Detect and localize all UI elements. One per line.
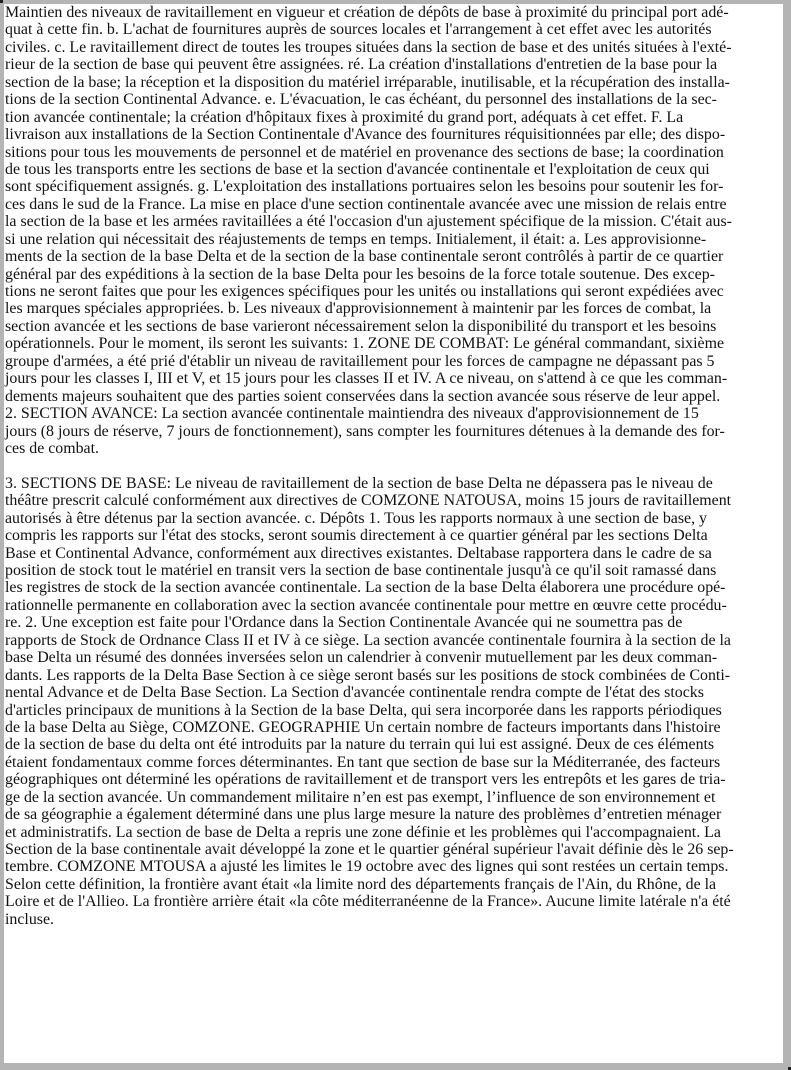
text-line: re. 2. Une exception est faite pour l'Ordance dans la Section Continentale Avancée qui ne soumettra pas de — [5, 614, 683, 632]
text-line: section de la base; la réception et la disposition du matériel irréparable, inutilisable, et la récupération des installa- — [5, 73, 730, 91]
text-line: Maintien des niveaux de ravitaillement en vigueur et création de dépôts de base à proximité du principal port adé- — [5, 4, 729, 21]
text-line: et administratifs. La section de base de Delta a repris une zone définie et les problèmes qui l'accompagnaient. La — [5, 823, 721, 841]
text-line: général par des expéditions à la section de la base Delta pour les besoins de la force totale soutenue. Des excep- — [5, 265, 715, 283]
document-body — [5, 4, 783, 928]
text-line: les registres de stock de la section avancée continentale. La section de la base Delta élaborera une procédure opé- — [5, 579, 726, 597]
text-line: tions ne seront faites que pour les exigences spécifiques pour les unités ou installations qui seront expédiées avec — [5, 283, 724, 300]
text-line: de la section de base du delta ont été introduits par la nature du terrain qui lui est assigné. Deux de ces éléments — [5, 736, 715, 754]
text-line: ces de combat. — [5, 439, 99, 457]
text-line: la section de la base et les armées ravitaillées a été l'occasion d'un ajustement spécifique de la mission. C'était aus- — [5, 213, 732, 231]
text-line: opérationnels. Pour le moment, ils seront les suivants: 1. ZONE DE COMBAT: Le général commandant, sixième — [5, 335, 725, 353]
text-line: jours pour les classes I, III et V, et 15 jours pour les classes II et IV. A ce niveau, on s'attend à ce que les comman- — [5, 370, 728, 388]
text-line: dants. Les rapports de la Delta Base Section à ce siège seront basés sur les positions de stock combinées de Conti- — [5, 666, 731, 684]
text-line: de la base Delta au Siège, COMZONE. GEOGRAPHIE Un certain nombre de facteurs importants dans l'histoire — [5, 718, 721, 736]
text-line: position de stock tout le matériel en transit vers la section de base continentale jusqu'à ce qu'il soit ramassé dans — [5, 562, 717, 579]
text-line: incluse. — [5, 910, 54, 928]
text-line: théâtre prescrit calculé conformément aux directives de COMZONE NATOUSA, moins 15 jours de ravitaillement — [5, 492, 732, 510]
text-line: dements majeurs souhaitent que des parties soient conservées dans la section avancée sous réserve de leur appel. — [5, 387, 721, 405]
text-line: civiles. c. Le ravitaillement direct de toutes les troupes situées dans la section de base et des unités situées à l'exté- — [5, 38, 732, 56]
text-line: 3. SECTIONS DE BASE: Le niveau de ravitaillement de la section de base Delta ne dépassera pas le niveau de — [5, 474, 713, 492]
text-line: compris les rapports sur l'état des stocks, seront soumis directement à ce quartier général par les sections Delta — [5, 527, 708, 545]
text-line: livraison aux installations de la Section Continentale d'Avance des fournitures réquisitionnées par elle; des dispo- — [5, 126, 726, 144]
text-line: groupe d'armées, a été prié d'établir un niveau de ravitaillement pour les forces de campagne ne dépassant pas 5 — [5, 352, 715, 370]
text-line: Base et Continental Advance, conformément aux directives existantes. Deltabase rapportera dans le cadre de sa — [5, 544, 712, 562]
text-line: quat à cette fin. b. L'achat de fournitures auprès de sources locales et l'arrangement à cet effet avec les autorités — [5, 21, 712, 39]
text-line: tembre. COMZONE MTOUSA a ajusté les limites le 19 octobre avec des lignes qui sont restées un certain temps. — [5, 858, 729, 876]
text-line: section avancée et les sections de base varieront nécessairement selon la disponibilité du transport et les besoins — [5, 317, 717, 335]
text-line: ces dans le sud de la France. La mise en place d'une section continentale avancée avec une mission de relais entre — [5, 195, 727, 213]
text-line: étaient fondamentaux comme forces déterminantes. En tant que section de base sur la Méditerranée, des facteurs — [5, 753, 721, 771]
text-line: base Delta un résumé des données inversées selon un calendrier à convenir mutuellement par les deux comman- — [5, 649, 718, 667]
text-line: ments de la section de la base Delta et de la section de la base continentale seront contrôlés à partir de ce quartier — [5, 248, 724, 266]
text-line: rieur de la section de base qui peuvent être assignées. ré. La création d'installations d'entretien de la base pour la — [5, 56, 718, 74]
text-line: Loire et de l'Allieo. La frontière arrière était «la côte méditerranéenne de la France». Aucune limite latérale n'a été — [5, 893, 731, 911]
text-line: d'articles principaux de munitions à la Section de la base Delta, qui sera incorporée dans les rapports périodiques — [5, 701, 722, 719]
text-line: autorisés à être détenus par la section avancée. c. Dépôts 1. Tous les rapports normaux à une section de base, y — [5, 509, 707, 527]
text-line: rapports de Stock de Ordnance Class II et IV à ce siège. La section avancée continentale fournira à la section de la — [5, 631, 731, 649]
text-line: de sa géographie a également déterminé dans une plus large mesure la nature des problèmes d’entretien ménager — [5, 806, 722, 824]
text-line: Section de la base continentale avait développé la zone et le quartier général supérieur l'avait définie dès le 26 sep- — [5, 841, 734, 858]
text-line: si une relation qui nécessitait des réajustements de temps en temps. Initialement, il était: a. Les approvisionne- — [5, 230, 707, 248]
paragraph-base-sections — [5, 475, 783, 928]
text-line: tions de la section Continental Advance. e. L'évacuation, le cas échéant, du personnel des installations de la sec- — [5, 91, 717, 109]
paragraph-spacer — [5, 457, 783, 474]
text-line: ge de la section avancée. Un commandement militaire n’en est pas exempt, l’influence de son environnement et — [5, 788, 716, 806]
text-line: les marques spéciales appropriées. b. Les niveaux d'approvisionnement à maintenir par les forces de combat, la — [5, 300, 712, 318]
text-line: nental Advance et de Delta Base Section. La Section d'avancée continentale rendra compte de l'état des stocks — [5, 684, 704, 702]
text-line: rationnelle permanente en collaboration avec la section avancée continentale pour mettre en œuvre cette procédu- — [5, 596, 727, 614]
text-line: sitions pour tous les mouvements de personnel et de matériel en provenance des sections de base; la coordination — [5, 143, 724, 161]
text-line: géographiques ont déterminé les opérations de ravitaillement et de transport vers les entrepôts et les gares de tria- — [5, 771, 726, 789]
text-line: 2. SECTION AVANCE: La section avancée continentale maintiendra des niveaux d'approvisionnement de 15 — [5, 405, 699, 423]
text-line: tion avancée continentale; la création d'hôpitaux fixes à proximité du grand port, adéquats à cet effet. F. La — [5, 108, 684, 126]
text-line: Selon cette définition, la frontière avant était «la limite nord des départements français de l'Ain, du Rhône, de la — [5, 875, 717, 893]
text-line: de tous les transports entre les sections de base et la section d'avancée continentale et l'exploitation de ceux qui — [5, 160, 710, 178]
page-corner-marker — [0, 0, 3, 3]
document-page — [4, 4, 783, 1063]
text-line: jours (8 jours de réserve, 7 jours de fonctionnement), sans compter les fournitures détenues à la demande des for- — [5, 422, 725, 440]
paragraph-supply-levels — [5, 4, 783, 457]
text-line: sont spécifiquement assignés. g. L'exploitation des installations portuaires selon les besoins pour soutenir les for- — [5, 178, 724, 196]
